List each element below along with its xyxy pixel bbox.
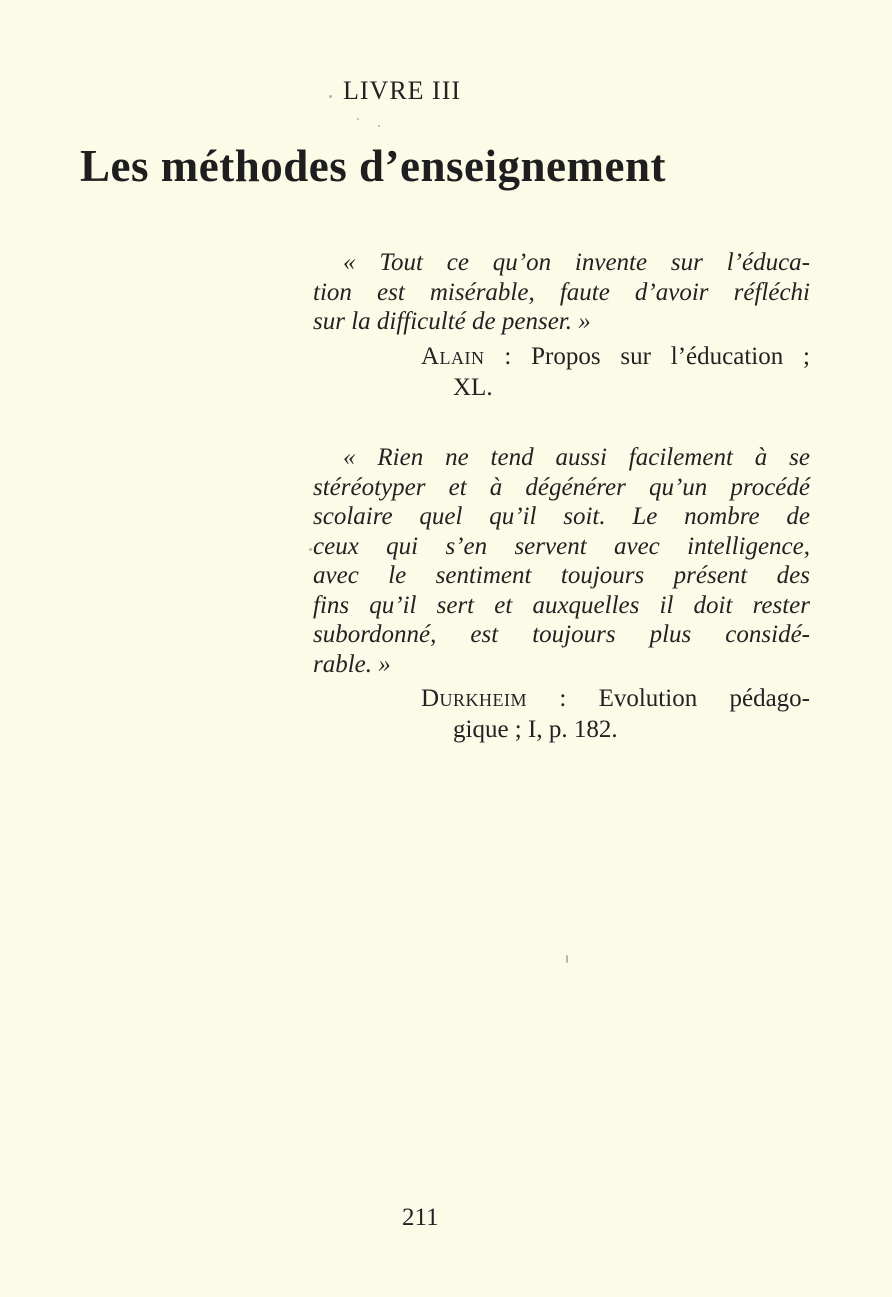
print-speck (566, 955, 568, 963)
attribution-line (421, 683, 810, 714)
quote-line: fins qu’il sert et auxquelles il doit rester (313, 591, 810, 619)
quote-line: subordonné, est toujours plus considé- (313, 621, 810, 648)
attribution-line (421, 341, 810, 372)
quote-line: tion est misérable, faute d’avoir réfléchi (313, 278, 810, 306)
print-speck (357, 118, 359, 120)
quote-line: avec le sentiment toujours présent des (313, 562, 810, 589)
quote-line: ceux qui s’en servent avec intelligence, (313, 532, 810, 560)
print-speck (378, 125, 380, 127)
epigraph-attribution (421, 341, 810, 403)
quote-line: stéréotyper et à dégénérer qu’un procédé (313, 473, 810, 501)
quote-line: « Rien ne tend aussi facilement à se (343, 444, 810, 471)
print-speck (309, 548, 312, 551)
print-speck (329, 95, 332, 98)
epigraph-quote (313, 248, 810, 337)
epigraph-attribution (421, 683, 810, 745)
epigraph-durkheim (313, 443, 810, 745)
attribution-line: XL. (453, 373, 493, 401)
attribution-line: gique ; I, p. 182. (453, 716, 618, 743)
source-text: : Propos sur l’éducation ; (484, 342, 810, 370)
quote-line: sur la difficulté de penser. » (313, 308, 591, 335)
quote-line: « Tout ce qu’on invente sur l’éduca- (343, 249, 810, 276)
epigraph-quote (313, 443, 810, 679)
epigraph-alain (313, 248, 810, 403)
author-name: Alain (421, 342, 485, 370)
quote-line: rable. » (313, 650, 391, 678)
quote-line: scolaire quel qu’il soit. Le nombre de (313, 503, 810, 530)
book-part-heading: LIVRE III (343, 76, 462, 105)
author-name: Durkheim (421, 685, 528, 712)
source-text: : Evolution pédago- (527, 685, 810, 712)
chapter-title: Les méthodes d’enseignement (80, 141, 666, 191)
page-number: 211 (402, 1204, 439, 1231)
